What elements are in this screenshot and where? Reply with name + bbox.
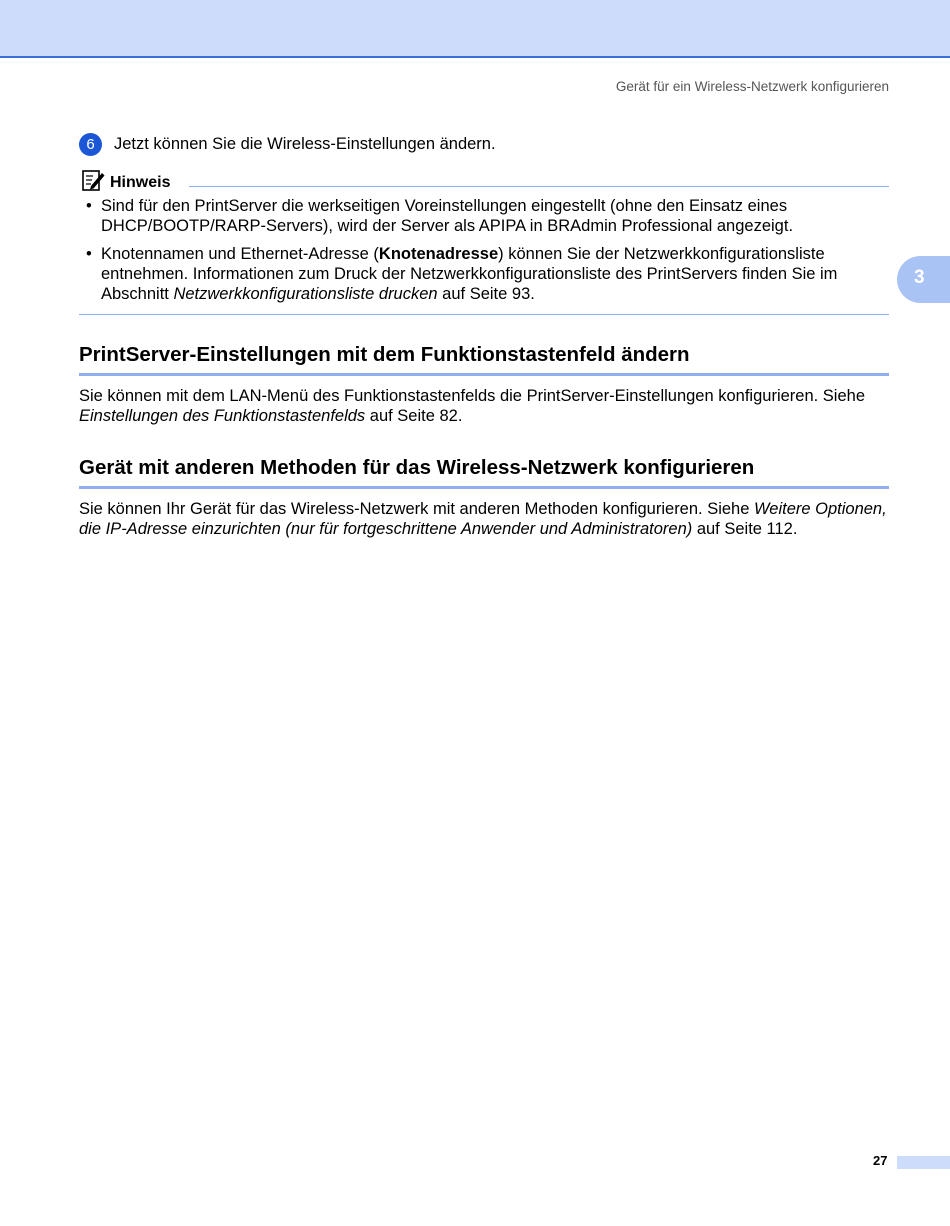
note-title: Hinweis [110, 174, 171, 191]
note-end-divider [79, 314, 889, 315]
note-pencil-icon [81, 168, 105, 192]
step-number-badge: 6 [79, 133, 102, 156]
cross-reference-link[interactable]: Einstellungen des Funktionstastenfelds [79, 407, 366, 425]
note-bullet: • Sind für den PrintServer die werkseitigen Voreinstellungen eingestellt (ohne den Einsatz eines DHCP/BOOTP/RARP-Servers), wird der Server als APIPA in BRAdmin Professional angezeigt. [86, 197, 794, 235]
running-header: Gerät für ein Wireless-Netzwerk konfigurieren [615, 79, 889, 94]
cross-reference-link[interactable]: Weitere Optionen, die IP-Adresse einzurichten (nur für fortgeschrittene Anwender und Administratoren) [79, 500, 887, 538]
chapter-tab [897, 256, 950, 303]
step-item [79, 133, 889, 156]
note-header [79, 168, 889, 192]
top-header-band [0, 0, 950, 58]
cross-reference-link[interactable]: Netzwerkkonfigurationsliste drucken [173, 285, 438, 303]
step-text: Jetzt können Sie die Wireless-Einstellungen ändern. [114, 135, 496, 153]
page-number: 27 [873, 1153, 888, 1168]
note-body [79, 196, 889, 312]
node-address-term: Knotenadresse [378, 245, 499, 263]
section-heading: PrintServer-Einstellungen mit dem Funktionstastenfeld ändern [79, 343, 889, 376]
section-heading: Gerät mit anderen Methoden für das Wireless-Netzwerk konfigurieren [79, 456, 889, 489]
section-paragraph: Sie können Ihr Gerät für das Wireless-Netzwerk mit anderen Methoden konfigurieren. Siehe Weitere Optionen, die IP-Adresse einzurichten (nur für fortgeschrittene Anwender und Administratoren) auf Seite 112. [79, 500, 887, 538]
note-bullet: • Knotennamen und Ethernet-Adresse (Knotenadresse) können Sie der Netzwerkkonfigurationsliste entnehmen. Informationen zum Druck der Netzwerkkonfigurationsliste des PrintServers finden Sie im Abschnitt Netzwerkkonfigurationsliste drucken auf Seite 93. [86, 245, 838, 303]
note-bullet-text: Sind für den PrintServer die werkseitigen Voreinstellungen eingestellt (ohne den Einsatz eines DHCP/BOOTP/RARP-Servers), wird der Server als APIPA in BRAdmin Professional angezeigt. [101, 197, 794, 235]
chapter-number: 3 [914, 267, 925, 288]
note-divider [189, 186, 889, 187]
section-paragraph: Sie können mit dem LAN-Menü des Funktionstastenfelds die PrintServer-Einstellungen konfigurieren. Siehe Einstellungen des Funktionstastenfelds auf Seite 82. [79, 387, 866, 425]
footer-bar [897, 1156, 950, 1169]
note-bullet-text: Knotennamen und Ethernet-Adresse (Knotenadresse) können Sie der Netzwerkkonfigurationsliste entnehmen. Informationen zum Druck der Netzwerkkonfigurationsliste des PrintServers finden Sie im Abschnitt Netzwerkkonfigurationsliste drucken auf Seite 93. [101, 245, 838, 303]
